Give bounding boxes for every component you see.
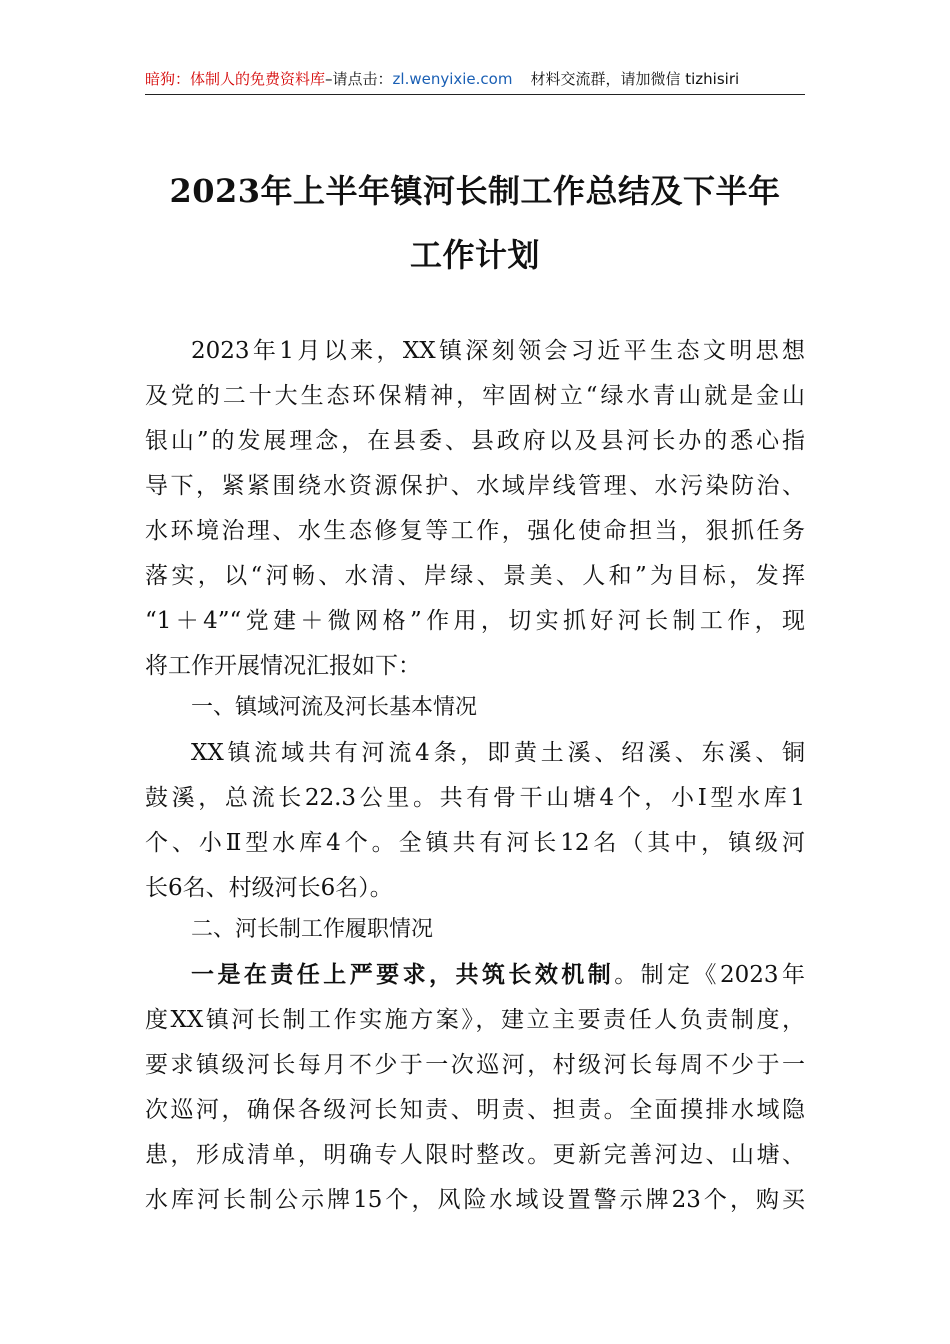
document-title-line-2: 工作计划	[409, 236, 540, 274]
header-brand: 暗狗：体制人的免费资料库	[145, 70, 326, 88]
section-2-lead-rest: 。制定《2023年	[614, 962, 805, 988]
section-1-line: XX镇流域共有河流4条，即黄土溪、绍溪、东溪、铜	[191, 740, 805, 766]
header-link[interactable]: zl.wenyixie.com	[392, 70, 513, 88]
section-1-heading: 一、镇域河流及河长基本情况	[191, 695, 478, 720]
intro-line: 水环境治理、水生态修复等工作，强化使命担当，狠抓任务	[145, 518, 805, 544]
section-2-lead-bold: 一是在责任上严要求，共筑长效机制	[191, 962, 615, 988]
page-header	[145, 64, 805, 95]
header-wechat: 材料交流群，请加微信 tizhisiri	[530, 70, 740, 88]
intro-line: “1＋4”“党建＋微网格”作用，切实抓好河长制工作，现	[145, 608, 805, 634]
section-2-line: 次巡河，确保各级河长知责、明责、担责。全面摸排水域隐	[145, 1097, 805, 1123]
section-2-line: 要求镇级河长每月不少于一次巡河，村级河长每周不少于一	[145, 1052, 805, 1078]
section-2-lead-line	[145, 960, 805, 990]
section-2-line: 患，形成清单，明确专人限时整改。更新完善河边、山塘、	[145, 1142, 805, 1168]
section-2-heading: 二、河长制工作履职情况	[191, 917, 434, 942]
header-prompt: –请点击：	[325, 70, 393, 88]
section-1-line: 长6名、村级河长6名）。	[145, 875, 393, 901]
section-1-line: 鼓溪，总流长22.3公里。共有骨干山塘4个，小Ⅰ型水库1	[145, 785, 805, 811]
intro-line: 落实，以“河畅、水清、岸绿、景美、人和”为目标，发挥	[145, 563, 805, 589]
intro-line: 及党的二十大生态环保精神，牢固树立“绿水青山就是金山	[145, 383, 805, 409]
section-2-line: 度XX镇河长制工作实施方案》，建立主要责任人负责制度，	[145, 1007, 805, 1033]
section-1-line: 个、小Ⅱ型水库4个。全镇共有河长12名（其中，镇级河	[145, 830, 805, 856]
intro-line: 将工作开展情况汇报如下：	[145, 653, 421, 679]
intro-line: 导下，紧紧围绕水资源保护、水域岸线管理、水污染防治、	[145, 473, 805, 499]
intro-line: 银山”的发展理念，在县委、县政府以及县河长办的悉心指	[145, 428, 805, 454]
document-title-line-1: 2023年上半年镇河长制工作总结及下半年	[169, 172, 781, 210]
intro-line: 2023年1月以来，XX镇深刻领会习近平生态文明思想	[191, 338, 805, 364]
section-2-line: 水库河长制公示牌15个，风险水域设置警示牌23个，购买	[145, 1187, 805, 1213]
